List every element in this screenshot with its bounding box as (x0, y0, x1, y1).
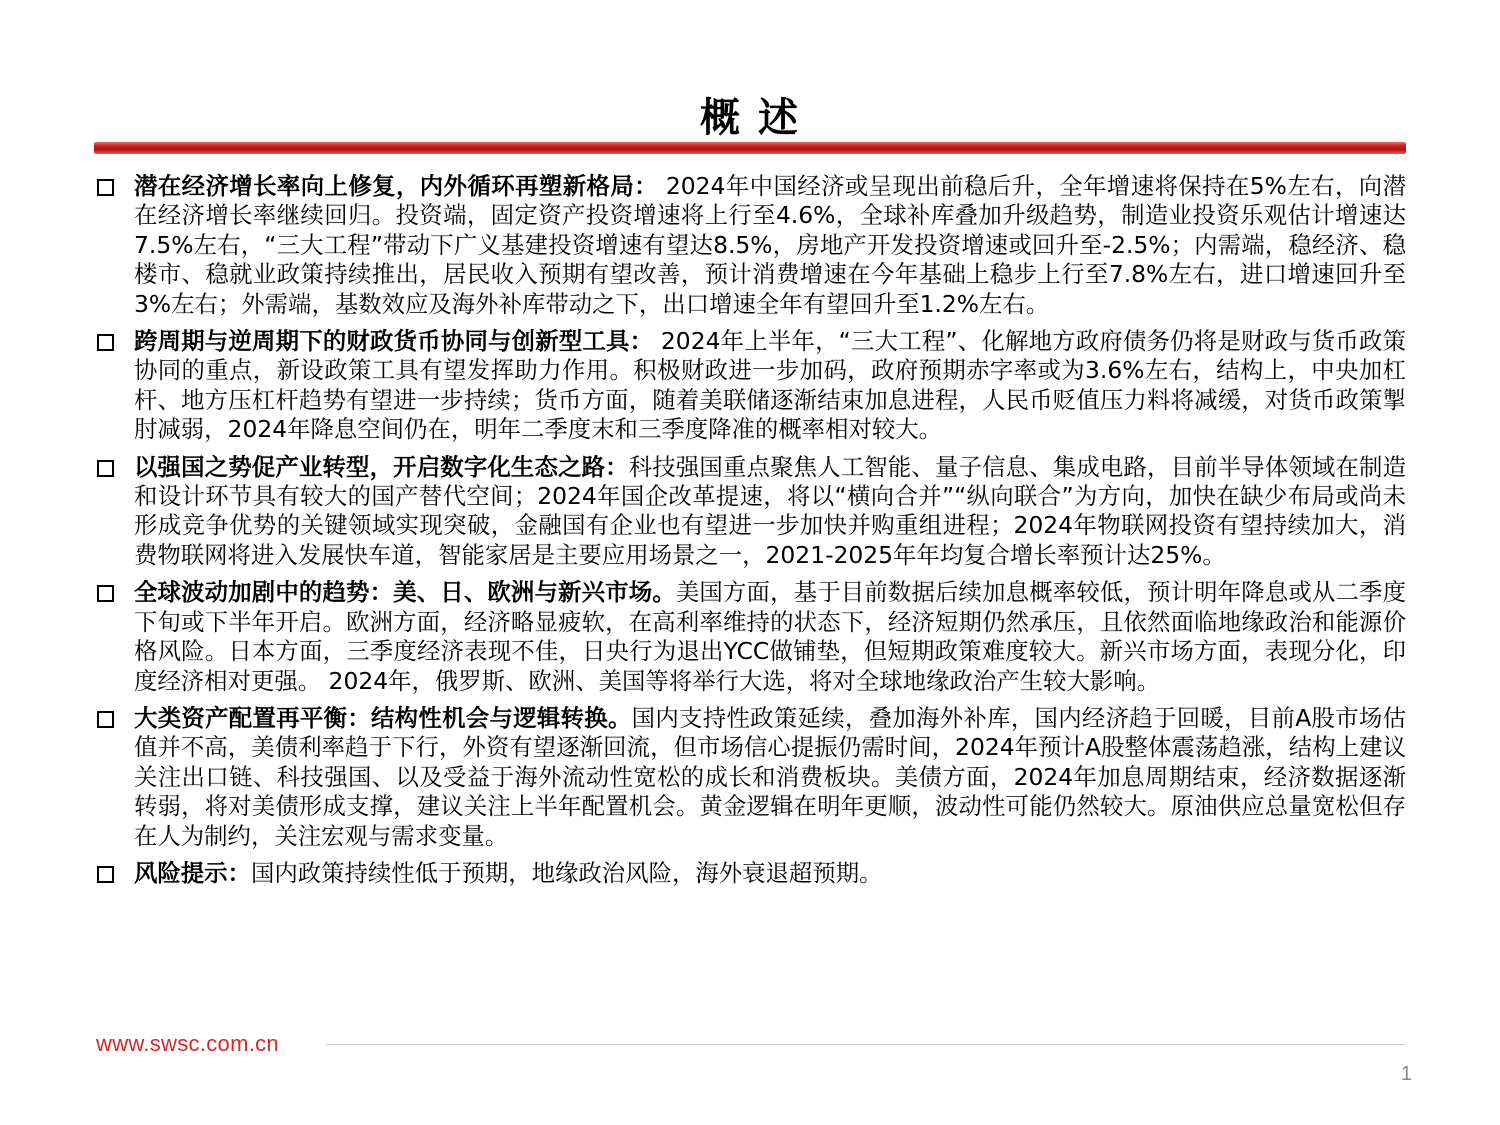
summary-item (94, 859, 1406, 888)
summary-item (94, 453, 1406, 571)
item-text: 2024年中国经济或呈现出前稳后升，全年增速将保持在5%左右，向潜在经济增长率继续回归。投资端，固定资产投资增速将上行至4.6%，全球补库叠加升级趋势，制造业投资乐观估计增速达7.5%左右，“三大工程”带动下广义基建投资增速有望达8.5%，房地产开发投资增速或回升至-2.5%；内需端，稳经济、稳楼市、稳就业政策持续推出，居民收入预期有望改善，预计消费增速在今年基础上稳步上行至7.8%左右，进口增速回升至3%左右；外需端，基数效应及海外补库带动之下，出口增速全年有望回升至1.2%左右。 (134, 172, 1406, 318)
title-divider-bar (94, 142, 1406, 154)
footer-divider (326, 1044, 1406, 1045)
square-bullet-icon (97, 866, 114, 883)
summary-item (94, 327, 1406, 445)
summary-item (94, 578, 1406, 696)
item-heading: 全球波动加剧中的趋势：美、日、欧洲与新兴市场。 (134, 578, 676, 607)
summary-item (94, 172, 1406, 319)
item-text: 国内政策持续性低于预期，地缘政治风险，海外衰退超预期。 (250, 858, 883, 887)
item-text: 科技强国重点聚焦人工智能、量子信息、集成电路，目前半导体领域在制造和设计环节具有较大的国产替代空间；2024年国企改革提速，将以“横向合并”“纵向联合”为方向，加快在缺少布局或尚未形成竞争优势的关键领域实现突破，金融国有企业也有望进一步加快并购重组进程；2024年物联网投资有望持续加大，消费物联网将进入发展快车道，智能家居是主要应用场景之一，2021-2025年年均复合增长率预计达25%。 (134, 452, 1406, 569)
item-heading: 风险提示： (134, 858, 251, 887)
footer-website-link[interactable]: www.swsc.com.cn (96, 1031, 279, 1056)
page-number: 1 (1400, 1063, 1412, 1085)
item-text: 美国方面，基于目前数据后续加息概率较低，预计明年降息或从二季度下旬或下半年开启。欧洲方面，经济略显疲软，在高利率维持的状态下，经济短期仍然承压，且依然面临地缘政治和能源价格风险。日本方面，三季度经济表现不佳，日央行为退出YCC做铺垫，但短期政策难度较大。新兴市场方面，表现分化，印度经济相对更强。 2024年，俄罗斯、欧洲、美国等将举行大选，将对全球地缘政治产生较大影响。 (134, 578, 1407, 695)
item-heading: 跨周期与逆周期下的财政货币协同与创新型工具： (134, 327, 654, 356)
item-heading: 大类资产配置再平衡：结构性机会与逻辑转换。 (134, 703, 632, 732)
item-heading: 潜在经济增长率向上修复，内外循环再塑新格局： (134, 172, 658, 200)
square-bullet-icon (97, 585, 114, 602)
summary-item (94, 704, 1406, 851)
square-bullet-icon (97, 711, 114, 728)
summary-list (94, 172, 1406, 896)
square-bullet-icon (97, 179, 114, 196)
square-bullet-icon (97, 460, 114, 477)
square-bullet-icon (97, 334, 114, 351)
item-text: 2024年上半年，“三大工程”、化解地方政府债务仍将是财政与货币政策协同的重点，新设政策工具有望发挥助力作用。积极财政进一步加码，政府预期赤字率或为3.6%左右，结构上，中央加杠杆、地方压杠杆趋势有望进一步持续；货币方面，随着美联储逐渐结束加息进程，人民币贬值压力料将减缓，对货币政策掣肘减弱，2024年降息空间仍在，明年二季度末和三季度降准的概率相对较大。 (134, 327, 1407, 444)
item-heading: 以强国之势促产业转型，开启数字化生态之路： (134, 452, 629, 481)
page-title: 概 述 (700, 95, 800, 141)
item-text: 国内支持性政策延续，叠加海外补库，国内经济趋于回暖，目前A股市场估值并不高，美债利率趋于下行，外资有望逐渐回流，但市场信心提振仍需时间，2024年预计A股整体震荡趋涨，结构上建议关注出口链、科技强国、以及受益于海外流动性宽松的成长和消费板块。美债方面，2024年加息周期结束，经济数据逐渐转弱，将对美债形成支撑，建议关注上半年配置机会。黄金逻辑在明年更顺，波动性可能仍然较大。原油供应总量宽松但存在人为制约，关注宏观与需求变量。 (134, 703, 1407, 850)
